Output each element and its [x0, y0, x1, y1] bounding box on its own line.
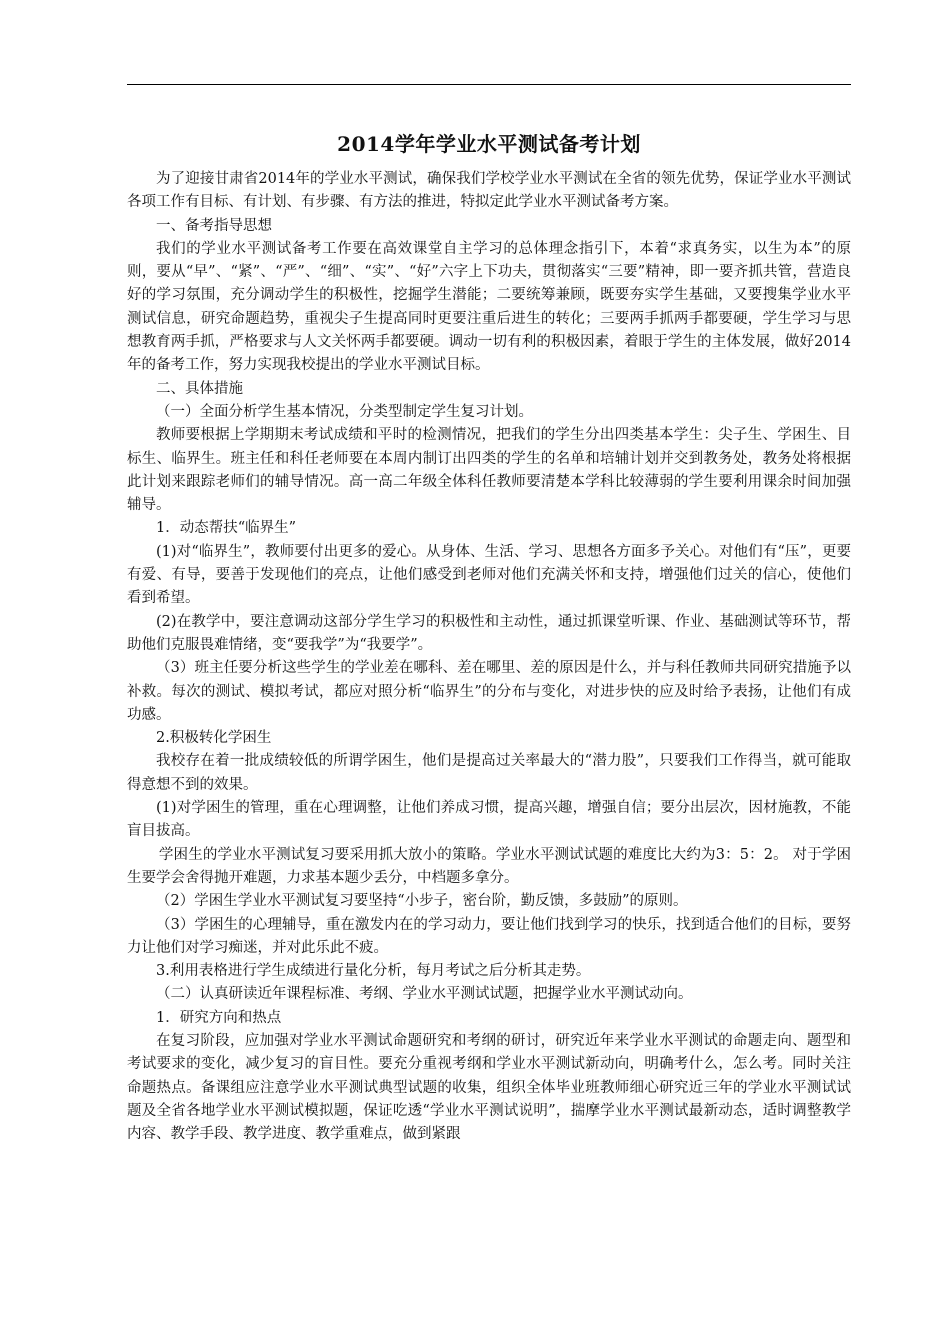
- paragraph-borderline-3: （3）班主任要分析这些学生的学业差在哪科、差在哪里、差的原因是什么，并与科任教师共同研究措施予以补救。每次的测试、模拟考试，都应对照分析“临界生”的分布与变化，对进步快的应及时给予表扬，让他们有成功感。: [127, 660, 851, 723]
- section-heading-measures: 二、具体措施: [156, 380, 243, 397]
- item-heading-struggling-students: 2.积极转化学困生: [156, 730, 272, 747]
- paragraph-review-stage: 在复习阶段，应加强对学业水平测试命题研究和考纲的研讨，研究近年来学业水平测试的命题走向、题型和考试要求的变化，减少复习的盲目性。要充分重视考纲和学业水平测试新动向，明确考什么，怎么考。同时关注命题热点。备课组应注意学业水平测试典型试题的收集，组织全体毕业班教师细心研究近三年的学业水平测试试题及全省各地学业水平测试模拟题，保证吃透“学业水平测试说明”，揣摩学业水平测试最新动态，适时调整教学内容、教学手段、教学进度、教学重难点，做到紧跟: [127, 1032, 851, 1143]
- item-heading-borderline-students: 1．动态帮扶“临界生”: [156, 520, 297, 537]
- paragraph-intro: 为了迎接甘肃省2014年的学业水平测试，确保我们学校学业水平测试在全省的领先优势，保证学业水平测试各项工作有目标、有计划、有步骤、有方法的推进，特拟定此学业水平测试备考方案。: [127, 171, 851, 211]
- header-rule: [127, 84, 851, 85]
- item-heading-direction-hotspots: 1．研究方向和热点: [156, 1009, 282, 1026]
- paragraph-student-categories: 教师要根据上学期期末考试成绩和平时的检测情况，把我们的学生分出四类基本学生：尖子生、学困生、目标生、临界生。班主任和科任老师要在本周内制订出四类的学生的名单和培辅计划并交到教务处，教务处将根据此计划来跟踪老师们的辅导情况。高一高二年级全体科任教师要清楚本学科比较薄弱的学生要利用课余时间加强辅导。: [127, 427, 851, 514]
- document-title: 2014学年学业水平测试备考计划: [337, 132, 641, 156]
- subsection-heading-analysis: （一）全面分析学生基本情况，分类型制定学生复习计划。: [156, 403, 533, 420]
- paragraph-borderline-1: (1)对“临界生”，教师要付出更多的爱心。从身体、生活、学习、思想各方面多予关心。对他们有“压”，更要有爱、有导，要善于发现他们的亮点，让他们感受到老师对他们充满关怀和支持，增强他们过关的信心，使他们看到希望。: [127, 543, 851, 607]
- paragraph-struggling-2: （2）学困生学业水平测试复习要坚持“小步子，密台阶，勤反馈，多鼓励”的原则。: [156, 893, 688, 910]
- section-heading-guiding-thought: 一、备考指导思想: [156, 217, 272, 234]
- paragraph-struggling-1: (1)对学困生的管理，重在心理调整，让他们养成习惯，提高兴趣，增强自信；要分出层次，因材施教，不能盲目拔高。: [127, 800, 851, 840]
- paragraph-struggling-3: （3）学困生的心理辅导，重在激发内在的学习动力，要让他们找到学习的快乐，找到适合他们的目标，要努力让他们对学习痴迷，并对此乐此不疲。: [127, 916, 851, 956]
- document-body: [127, 168, 851, 1146]
- paragraph-guiding-thought: 我们的学业水平测试备考工作要在高效课堂自主学习的总体理念指引下，本着“求真务实，以生为本”的原则，要从“早”、“紧”、“严”、“细”、“实”、“好”六字上下功夫，贯彻落实“三要”精神，即一要齐抓共管，营造良好的学习氛围，充分调动学生的积极性，挖掘学生潜能；二要统筹兼顾，既要夯实学生基础，又要搜集学业水平测试信息，研究命题趋势，重视尖子生提高同时更要注重后进生的转化；三要两手抓两手都要硬，学生学习与思想教育两手抓，严格要求与人文关怀两手都要硬。调动一切有利的积极因素，着眼于学生的主体发展，做好2014年的备考工作，努力实现我校提出的学业水平测试目标。: [127, 240, 851, 374]
- subsection-heading-research: （二）认真研读近年课程标准、考纲、学业水平测试试题，把握学业水平测试动向。: [156, 986, 693, 1003]
- item-heading-score-analysis: 3.利用表格进行学生成绩进行量化分析，每月考试之后分析其走势。: [156, 963, 591, 980]
- paragraph-borderline-2: (2)在教学中，要注意调动这部分学生学习的积极性和主动性，通过抓课堂听课、作业、基础测试等环节，帮助他们克服畏难情绪，变“要我学”为“我要学”。: [127, 613, 851, 653]
- paragraph-struggling-intro: 我校存在着一批成绩较低的所谓学困生，他们是提高过关率最大的“潜力股”，只要我们工作得当，就可能取得意想不到的效果。: [127, 753, 851, 793]
- paragraph-struggling-strategy: 学困生的学业水平测试复习要采用抓大放小的策略。学业水平测试试题的难度比大约为3：5：2。 对于学困生要学会舍得抛开难题，力求基本题少丢分，中档题多拿分。: [127, 846, 851, 886]
